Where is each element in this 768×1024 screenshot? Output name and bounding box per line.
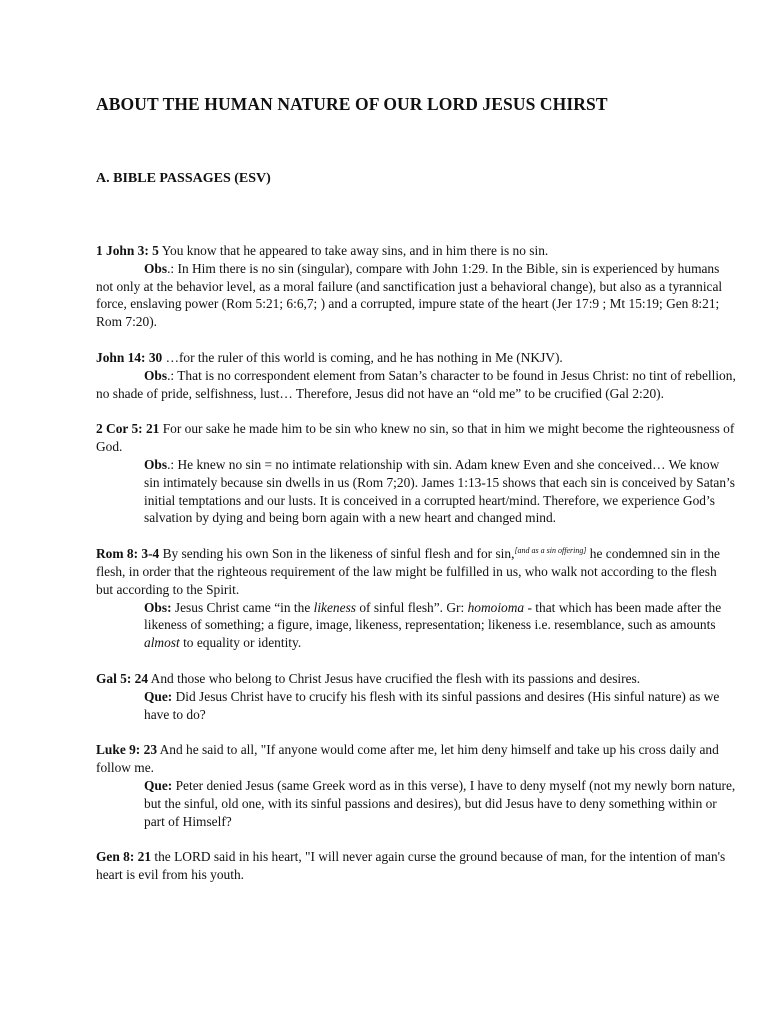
verse-text: You know that he appeared to take away sins, and in him there is no sin. bbox=[158, 243, 549, 258]
passage-luke-9-23 bbox=[96, 741, 736, 830]
verse bbox=[96, 349, 736, 367]
section-heading: A. BIBLE PASSAGES (ESV) bbox=[96, 171, 271, 186]
verse bbox=[96, 670, 736, 688]
question bbox=[144, 777, 736, 830]
verse-reference: 1 John 3: 5 bbox=[96, 243, 159, 258]
italic-term: likeness bbox=[313, 599, 356, 615]
italic-term: homoioma bbox=[467, 599, 525, 615]
passage-2cor-5-21 bbox=[96, 420, 736, 527]
question-label: Que: bbox=[144, 688, 173, 704]
verse-text: And those who belong to Christ Jesus have crucified the flesh with its passions and desires. bbox=[148, 670, 641, 686]
passage-gen-8-21 bbox=[96, 848, 736, 884]
observation-label: Obs bbox=[144, 456, 168, 472]
verse bbox=[96, 242, 736, 260]
observation-text: of sinful flesh”. Gr: bbox=[356, 599, 468, 615]
observation-label: Obs: bbox=[144, 599, 172, 615]
observation bbox=[144, 456, 736, 527]
verse bbox=[96, 848, 736, 884]
observation-label: Obs bbox=[144, 367, 168, 383]
observation bbox=[144, 599, 736, 652]
verse bbox=[96, 741, 736, 777]
observation-label: Obs bbox=[144, 260, 168, 276]
verse bbox=[96, 420, 736, 456]
passage-1john-3-5 bbox=[96, 242, 736, 331]
verse-reference: 2 Cor 5: 21 bbox=[96, 421, 160, 437]
verse-reference: Gal 5: 24 bbox=[96, 670, 149, 686]
verse-text: …for the ruler of this world is coming, and he has nothing in Me (NKJV). bbox=[162, 349, 563, 365]
passage-john-14-30 bbox=[96, 349, 736, 402]
verse-reference: John 14: 30 bbox=[96, 349, 163, 365]
observation bbox=[96, 367, 736, 403]
verse-text: the LORD said in his heart, "I will never again curse the ground because of man, for the intention of man's heart is evil from his youth. bbox=[96, 849, 726, 883]
question-text: Did Jesus Christ have to crucify his flesh with its sinful passions and desires (His sinful nature) as we have to do? bbox=[144, 688, 720, 722]
observation-text: to equality or identity. bbox=[179, 635, 302, 651]
observation bbox=[96, 260, 736, 331]
question-text: Peter denied Jesus (same Greek word as in this verse), I have to deny myself (not my newly born nature, but the sinful, old one, with its sinful passions and desires), but did Jesus have to deny something within or part of Himself? bbox=[144, 777, 736, 829]
verse-text: For our sake he made him to be sin who knew no sin, so that in him we might become the righteousness of God. bbox=[96, 421, 735, 455]
observation-text: .: In Him there is no sin (singular), compare with John 1:29. In the Bible, sin is experienced by humans not only at the behavior level, as a moral failure (and sanctification just a behavioral change), but also as a tyrannical force, enslaving power (Rom 5:21; 6:6,7; ) and a corrupted, impure state of the heart (Jer 17:9 ; Mt 15:19; Gen 8:21; Rom 7:20). bbox=[96, 260, 723, 330]
document-title: ABOUT THE HUMAN NATURE OF OUR LORD JESUS CHIRST bbox=[96, 94, 608, 114]
verse-text-continued: he condemned sin in the flesh, in order that the righteous requirement of the law might be fulfilled in us, who walk not according to the flesh but according to the Spirit. bbox=[96, 546, 720, 597]
bible-passages bbox=[96, 242, 736, 902]
passage-gal-5-24 bbox=[96, 670, 736, 723]
verse-reference: Gen 8: 21 bbox=[96, 849, 152, 865]
question-label: Que: bbox=[144, 777, 173, 793]
italic-term: almost bbox=[144, 635, 180, 651]
passage-rom-8-3-4 bbox=[96, 545, 736, 652]
observation-text: .: That is no correspondent element from Satan’s character to be found in Jesus Christ: no tint of rebellion, no shade of pride, selfishness, lust… Therefore, Jesus did not have an “old me” to be crucified (Gal 2:20). bbox=[96, 367, 736, 401]
verse-reference: Rom 8: 3-4 bbox=[96, 546, 160, 562]
verse bbox=[96, 545, 736, 598]
verse-text: By sending his own Son in the likeness of sinful flesh and for sin, bbox=[159, 546, 515, 562]
verse-reference: Luke 9: 23 bbox=[96, 742, 158, 758]
verse-superscript: [and as a sin offering] bbox=[514, 546, 587, 556]
observation-text: - that which has been made after the likeness of something; a figure, image, likeness, representation; likeness i.e. resemblance, such as amounts bbox=[144, 599, 722, 633]
observation-text: Jesus Christ came “in the bbox=[171, 599, 314, 615]
verse-text: And he said to all, "If anyone would come after me, let him deny himself and take up his cross daily and follow me. bbox=[96, 742, 719, 776]
observation-text: .: He knew no sin = no intimate relationship with sin. Adam knew Even and she conceived… We know sin intimately because sin dwells in us (Rom 7;20). James 1:13-15 shows that each sin is conceived by Satan’s initial temptations and our lusts. It is conceived in a corrupted heart/mind. Therefore, we experience God’s salvation by dying and being born again with a new heart and changed mind. bbox=[144, 456, 735, 526]
question bbox=[144, 688, 736, 724]
